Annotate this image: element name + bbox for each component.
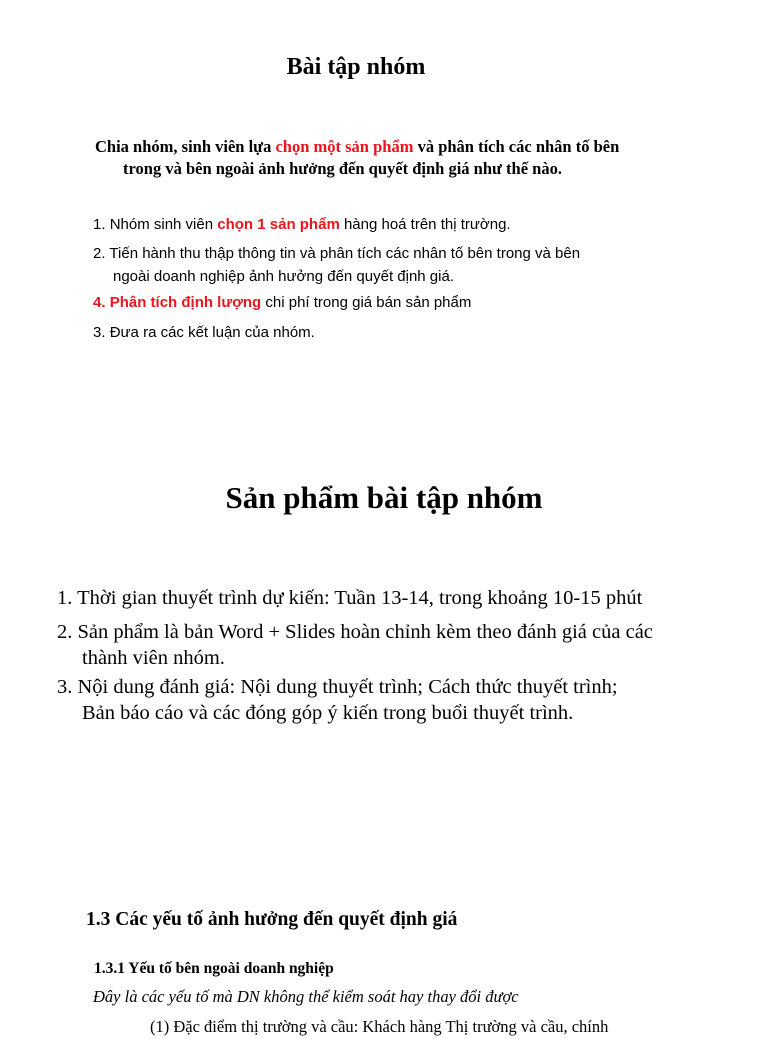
- product-item-1-number: 1.: [57, 587, 73, 609]
- product-item-1: [57, 585, 712, 611]
- product-item-3-line2: Bản báo cáo và các đóng góp ý kiến trong buổi thuyết trình.: [82, 702, 574, 724]
- task-item-4: [93, 291, 713, 314]
- task-item-2-text: Tiến hành thu thập thông tin và phân tích các nhân tố bên trong và bên: [109, 245, 581, 262]
- task-item-1-number: 1.: [93, 216, 106, 233]
- task-item-2: [93, 242, 713, 288]
- product-item-2-number: 2.: [57, 621, 73, 643]
- product-item-1-text: Thời gian thuyết trình dự kiến: Tuần 13-14, trong khoảng 10-15 phút: [77, 587, 643, 609]
- product-item-2: [57, 619, 712, 671]
- section3-heading: 1.3 Các yếu tố ảnh hưởng đến quyết định giá: [86, 909, 458, 930]
- section3-subheading: 1.3.1 Yếu tố bên ngoài doanh nghiệp: [94, 960, 334, 977]
- product-item-2-text: Sản phẩm là bản Word + Slides hoàn chỉnh kèm theo đánh giá của các: [77, 621, 653, 643]
- section1-intro: [95, 136, 713, 180]
- intro-line2: trong và bên ngoài ảnh hưởng đến quyết định giá như thế nào.: [123, 159, 562, 178]
- task-item-1-pre: Nhóm sinh viên: [109, 216, 218, 233]
- task-item-1-highlight: chọn 1 sản phẩm: [217, 216, 340, 233]
- intro-highlight: chọn một sản phẩm: [275, 137, 414, 156]
- task-item-1: [93, 213, 713, 236]
- product-item-3-number: 3.: [57, 676, 73, 698]
- task-item-2-line2: ngoài doanh nghiệp ảnh hưởng đến quyết định giá.: [113, 268, 454, 285]
- task-item-4-number: 4.: [93, 294, 106, 311]
- task-item-4-post: chi phí trong giá bán sản phẩm: [261, 294, 472, 311]
- section2-title: Sản phẩm bài tập nhóm: [225, 480, 543, 515]
- section3-cut-line: (1) Đặc điểm thị trường và cầu: Khách hàng Thị trường và cầu, chính: [150, 1017, 609, 1036]
- task-item-3-number: 3.: [93, 324, 106, 341]
- task-item-3-text: Đưa ra các kết luận của nhóm.: [109, 324, 315, 341]
- intro-text-pre: Chia nhóm, sinh viên lựa: [95, 137, 276, 156]
- product-item-2-line2: thành viên nhóm.: [82, 647, 225, 669]
- product-item-3-text: Nội dung đánh giá: Nội dung thuyết trình; Cách thức thuyết trình;: [77, 676, 618, 698]
- intro-text-post: và phân tích các nhân tố bên: [413, 137, 620, 156]
- section3-note: Đây là các yếu tố mà DN không thể kiểm soát hay thay đổi được: [93, 987, 519, 1006]
- product-item-3: [57, 674, 712, 726]
- task-item-1-post: hàng hoá trên thị trường.: [339, 216, 511, 233]
- task-item-3: [93, 321, 713, 344]
- task-item-2-number: 2.: [93, 245, 106, 262]
- section1-title: Bài tập nhóm: [286, 54, 426, 80]
- task-item-4-highlight: Phân tích định lượng: [109, 294, 262, 311]
